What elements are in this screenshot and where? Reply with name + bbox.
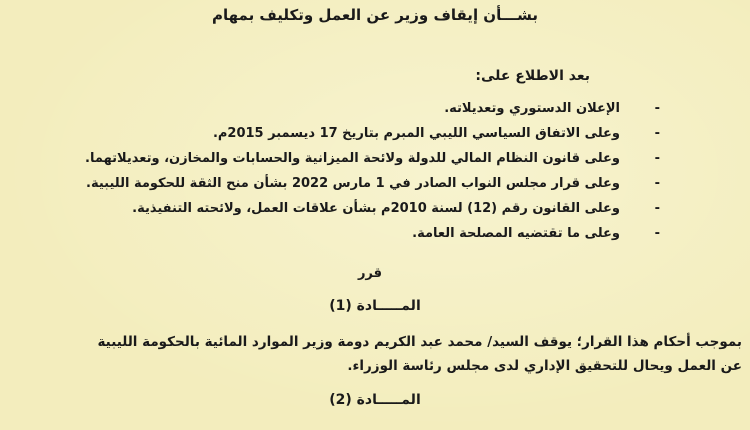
article-1-line: بموجب أحكام هذا القرار؛ يوقف السيد/ محمد عبد الكريم دومة وزير الموارد المائية بالحكومة الليبية [97, 334, 742, 350]
article-2-heading: المـــــادة (2) [329, 392, 421, 408]
article-1-heading: المـــــادة (1) [329, 298, 421, 314]
preamble-clause: - وعلى القانون رقم (12) لسنة 2010م بشأن علاقات العمل، ولائحته التنفيذية. [60, 196, 660, 221]
preamble-clause: - وعلى ما تقتضيه المصلحة العامة. [60, 221, 660, 246]
preamble-clause: - وعلى الاتفاق السياسي الليبي المبرم بتاريخ 17 ديسمبر 2015م. [60, 121, 660, 146]
article-1-line: عن العمل ويحال للتحقيق الإداري لدى مجلس رئاسة الوزراء. [347, 358, 742, 374]
article-1-body [6, 330, 742, 378]
preamble-clause: - وعلى قانون النظام المالي للدولة ولائحة الميزانية والحسابات والمخازن، وتعديلاتهما. [60, 146, 660, 171]
preamble-clauses [60, 96, 660, 246]
document-title: بشـــأن إيقاف وزير عن العمل وتكليف بمهام [211, 6, 539, 24]
preamble-clause: - وعلى قرار مجلس النواب الصادر في 1 مارس 2022 بشأن منح الثقة للحكومة الليبية. [60, 171, 660, 196]
decision-word: قرر [357, 266, 383, 281]
preamble-clause: - الإعلان الدستوري وتعديلاته. [60, 96, 660, 121]
preamble-intro: بعد الاطلاع على: [475, 68, 590, 84]
